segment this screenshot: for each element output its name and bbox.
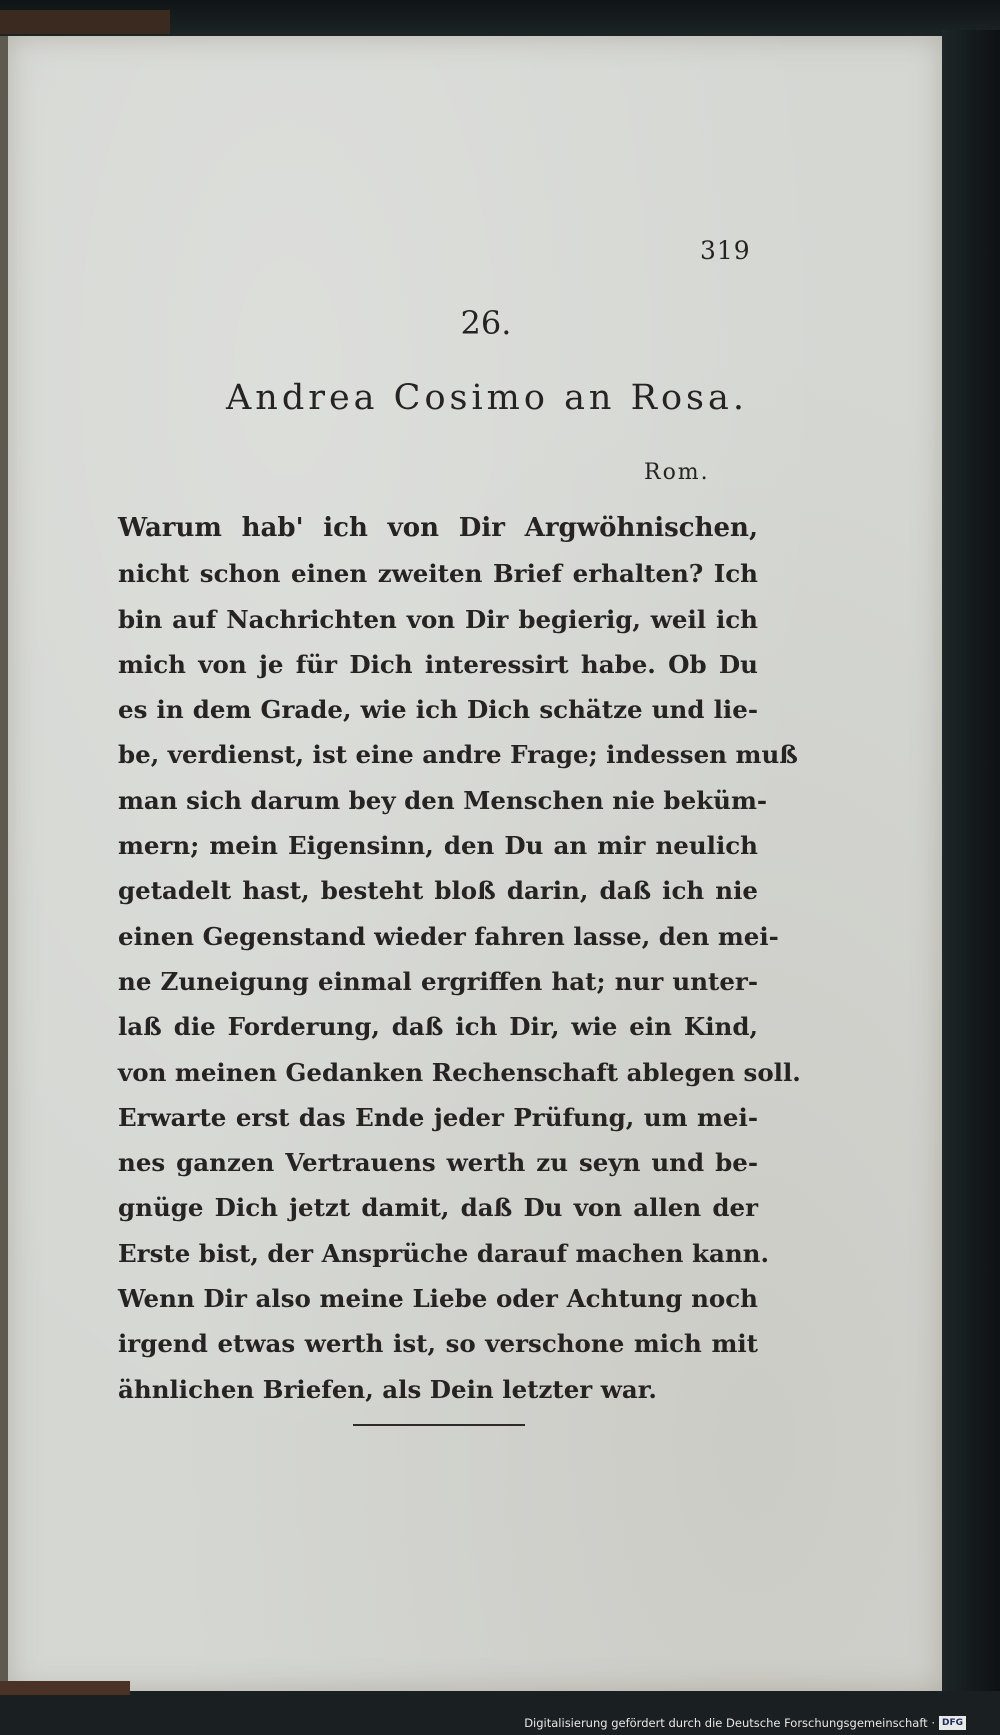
- text-line: einen Gegenstand wieder fahren lasse, den mei-: [118, 921, 779, 951]
- text-line: laß die Forderung, daß ich Dir, wie ein Kind,: [118, 1012, 758, 1042]
- text-line: mern; mein Eigensinn, den Du an mir neulich: [118, 831, 758, 861]
- text-line: Erste bist, der Ansprüche darauf machen kann.: [118, 1238, 770, 1268]
- text-line: von meinen Gedanken Rechenschaft ablegen soll.: [118, 1057, 801, 1087]
- left-page-edge: [0, 36, 8, 1686]
- letter-number: 26.: [460, 304, 512, 342]
- text-line: irgend etwas werth ist, so verschone mich mit: [118, 1329, 758, 1359]
- book-cover-edge: [0, 10, 170, 34]
- text-line: man sich darum bey den Menschen nie beküm-: [118, 785, 768, 815]
- text-line: ne Zuneigung einmal ergriffen hat; nur unter-: [118, 966, 758, 996]
- text-line: be, verdienst, ist eine andre Frage; indessen muß: [118, 740, 798, 770]
- text-line: ähnlichen Briefen, als Dein letzter war.: [118, 1374, 657, 1404]
- text-line: nes ganzen Vertrauens werth zu seyn und be-: [118, 1148, 758, 1178]
- text-line: Wenn Dir also meine Liebe oder Achtung noch: [118, 1284, 758, 1314]
- text-line: gnüge Dich jetzt damit, daß Du von allen der: [118, 1193, 758, 1223]
- text-line: nicht schon einen zweiten Brief erhalten? Ich: [118, 559, 758, 589]
- dfg-logo: DFG: [939, 1716, 966, 1730]
- credit-text: Digitalisierung gefördert durch die Deutsche Forschungsgemeinschaft ·: [524, 1716, 935, 1730]
- book-page: [8, 36, 942, 1691]
- book-cover-edge-bottom: [0, 1681, 130, 1695]
- place-line: Rom.: [644, 460, 710, 485]
- letter-body: [118, 506, 801, 1412]
- text-line: Erwarte erst das Ende jeder Prüfung, um mei-: [118, 1102, 758, 1132]
- right-scan-edge: [942, 30, 1000, 1710]
- end-rule: [353, 1424, 525, 1426]
- page-number: 319: [700, 236, 751, 265]
- text-line: Warum hab' ich von Dir Argwöhnischen,: [118, 513, 758, 543]
- letter-heading: Andrea Cosimo an Rosa.: [226, 378, 748, 418]
- text-line: mich von je für Dich interessirt habe. Ob Du: [118, 649, 758, 679]
- digitization-credit: [524, 1716, 966, 1730]
- text-line: es in dem Grade, wie ich Dich schätze und lie-: [118, 695, 758, 725]
- text-line: getadelt hast, besteht bloß darin, daß ich nie: [118, 876, 758, 906]
- text-line: bin auf Nachrichten von Dir begierig, weil ich: [118, 604, 758, 634]
